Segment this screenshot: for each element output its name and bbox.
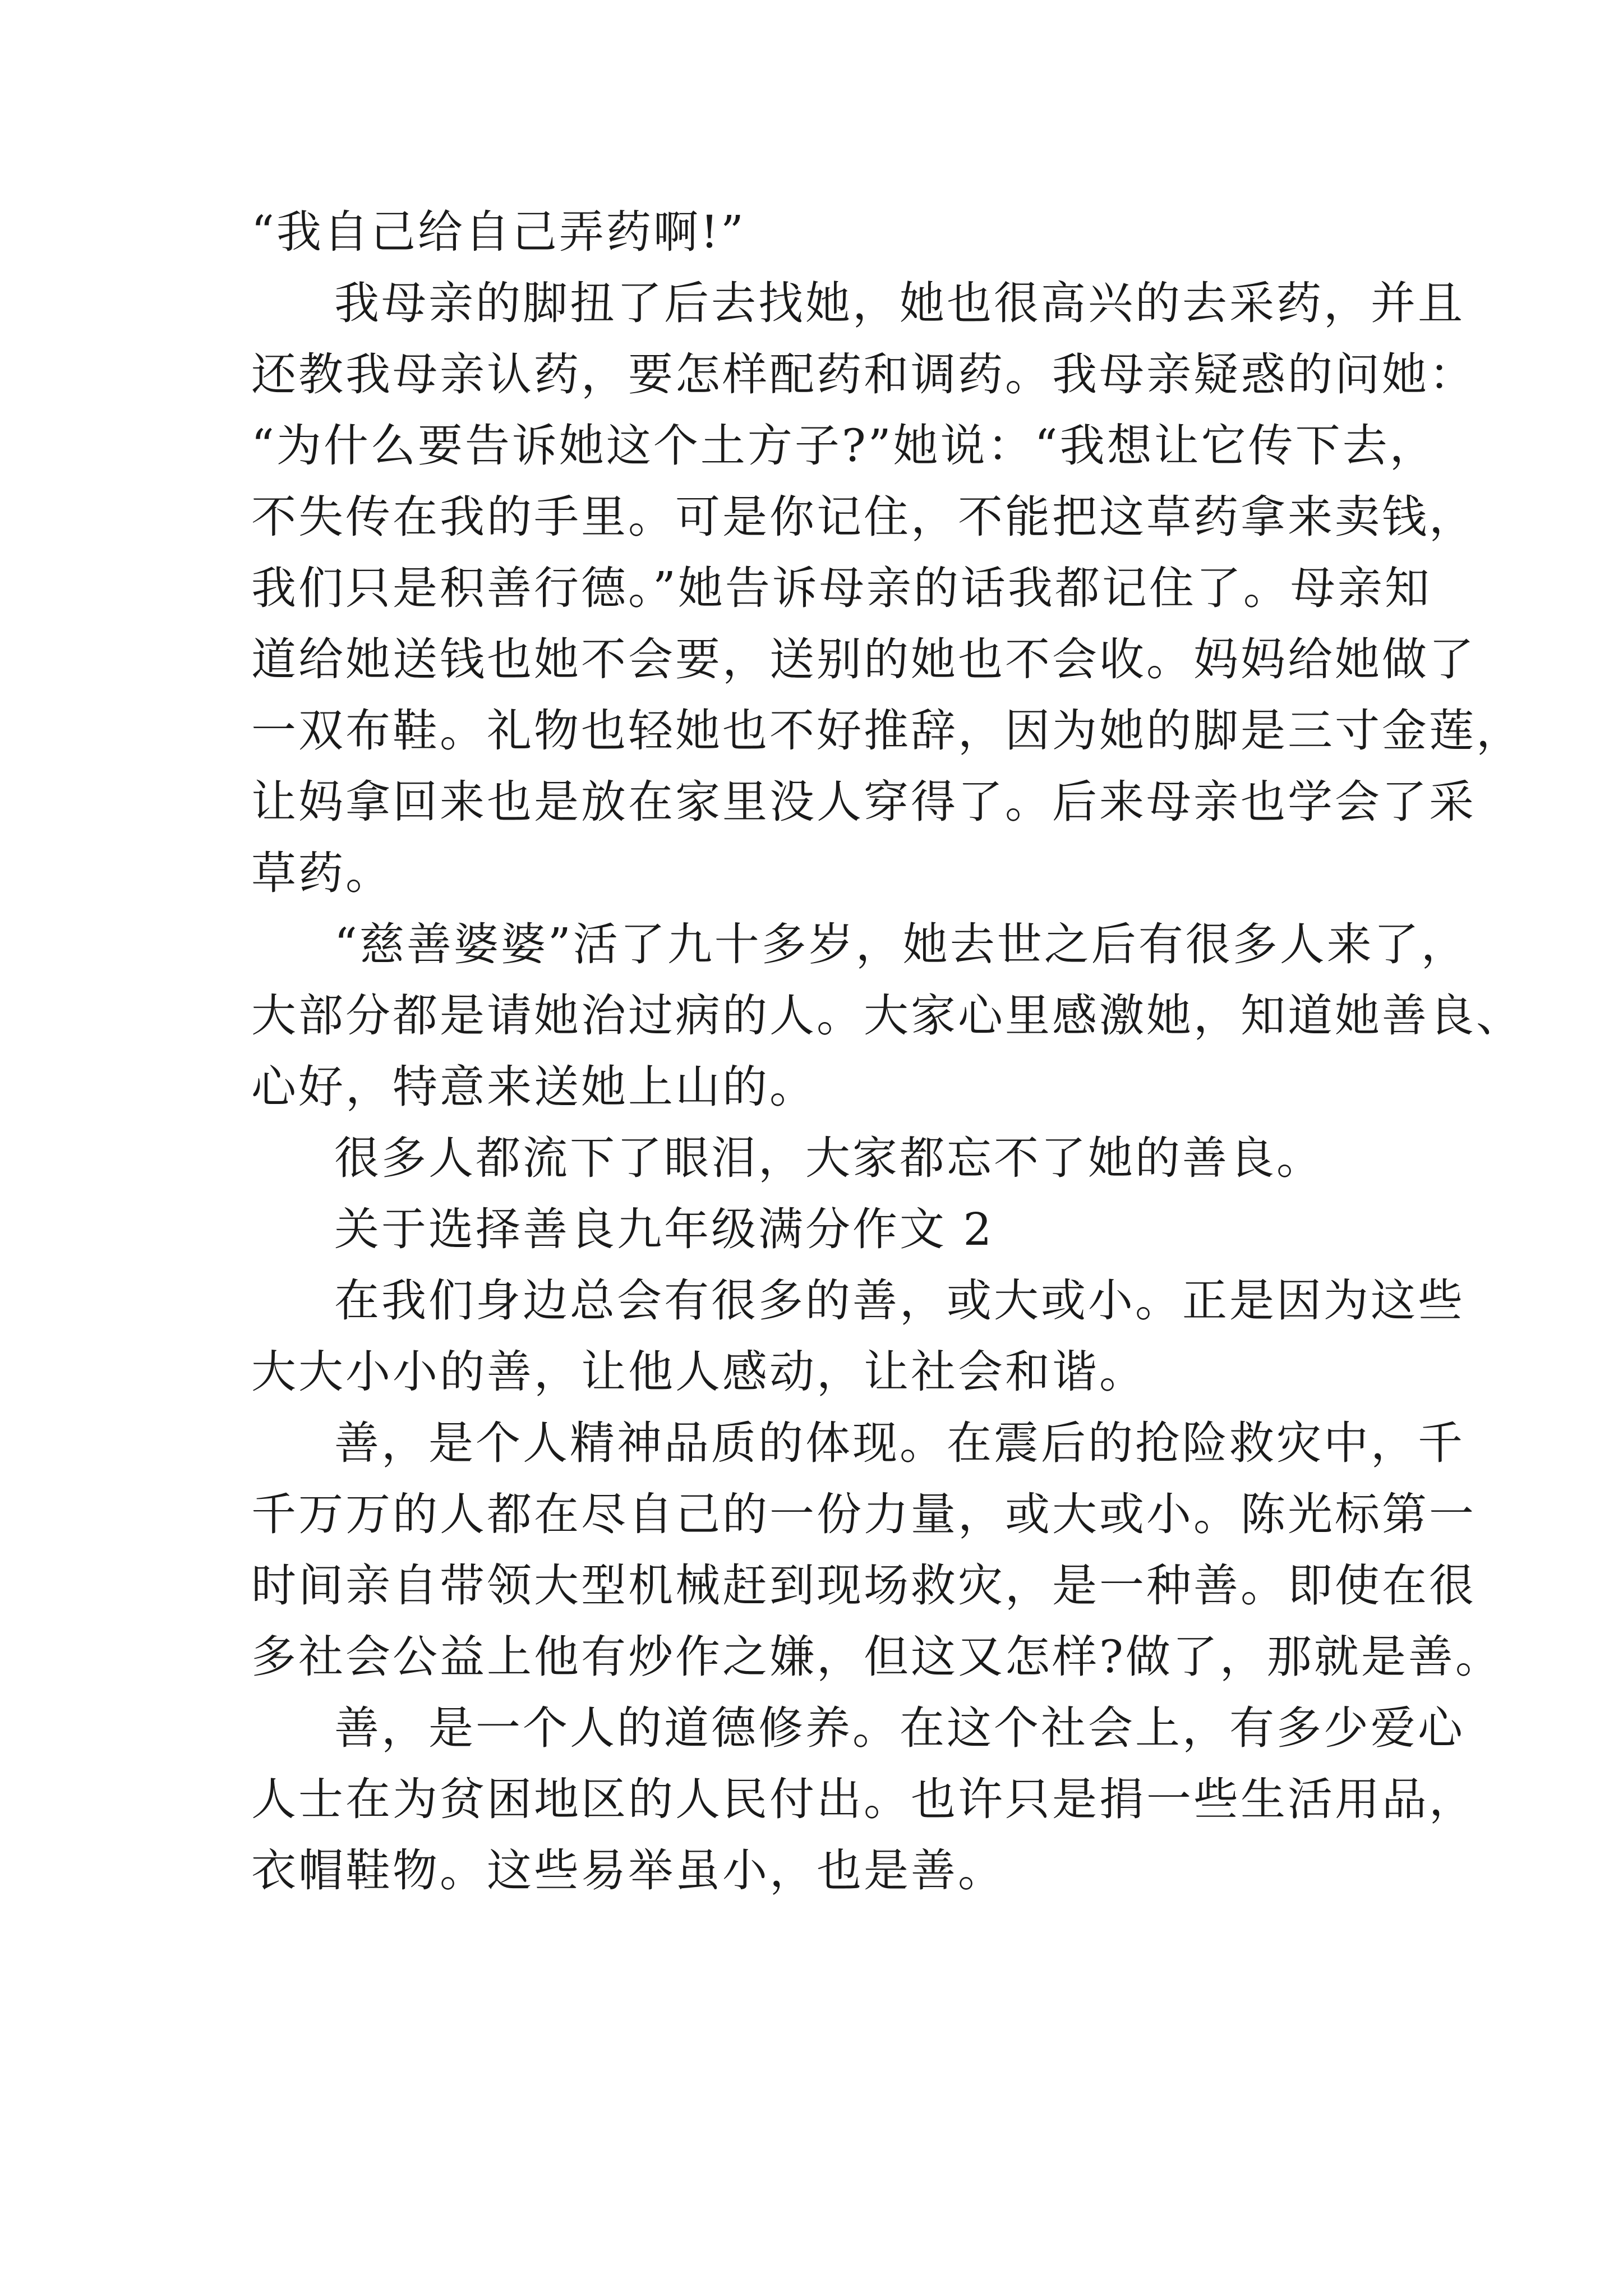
- text-line: 衣帽鞋物。这些易举虽小，也是善。: [251, 1844, 1005, 1897]
- text-line: 不失传在我的手里。可是你记住，不能把这草药拿来卖钱，: [251, 491, 1476, 543]
- text-line: 善，是个人精神品质的体现。在震后的抢险救灾中，千: [334, 1417, 1465, 1469]
- section-heading: 关于选择善良九年级满分作文 2: [334, 1203, 994, 1255]
- document-body: [251, 196, 1523, 1906]
- text-line: 时间亲自带领大型机械赶到现场救灾，是一种善。即使在很: [251, 1559, 1476, 1612]
- text-line: 心好，特意来送她上山的。: [251, 1061, 817, 1113]
- text-line: “我自己给自己弄药啊!”: [251, 206, 746, 258]
- text-line: 千万万的人都在尽自己的一份力量，或大或小。陈光标第一: [251, 1488, 1476, 1540]
- text-line: 大部分都是请她治过病的人。大家心里感激她，知道她善良、: [251, 990, 1523, 1042]
- text-line: 我们只是积善行德。”她告诉母亲的话我都记住了。母亲知: [251, 562, 1432, 614]
- text-line: 让妈拿回来也是放在家里没人穿得了。后来母亲也学会了采: [251, 776, 1476, 828]
- text-line: “慈善婆婆”活了九十多岁，她去世之后有很多人来了，: [334, 918, 1468, 970]
- text-line: 人士在为贫困地区的人民付出。也许只是捐一些生活用品，: [251, 1773, 1476, 1825]
- text-line: 多社会公益上他有炒作之嫌，但这又怎样?做了，那就是善。: [251, 1631, 1502, 1683]
- text-line: 善，是一个人的道德修养。在这个社会上，有多少爱心: [334, 1702, 1465, 1754]
- text-line: 很多人都流下了眼泪，大家都忘不了她的善良。: [334, 1132, 1324, 1184]
- text-line: “为什么要告诉她这个土方子?”她说：“我想让它传下去，: [251, 420, 1437, 472]
- text-line: 道给她送钱也她不会要，送别的她也不会收。妈妈给她做了: [251, 633, 1476, 685]
- text-line: 我母亲的脚扭了后去找她，她也很高兴的去采药，并且: [334, 277, 1465, 329]
- text-line: 草药。: [251, 847, 393, 899]
- text-line: 一双布鞋。礼物也轻她也不好推辞，因为她的脚是三寸金莲，: [251, 705, 1523, 757]
- text-line: 大大小小的善，让他人感动，让社会和谐。: [251, 1346, 1146, 1398]
- text-line: 在我们身边总会有很多的善，或大或小。正是因为这些: [334, 1274, 1465, 1327]
- text-line: 还教我母亲认药，要怎样配药和调药。我母亲疑惑的问她：: [251, 348, 1476, 401]
